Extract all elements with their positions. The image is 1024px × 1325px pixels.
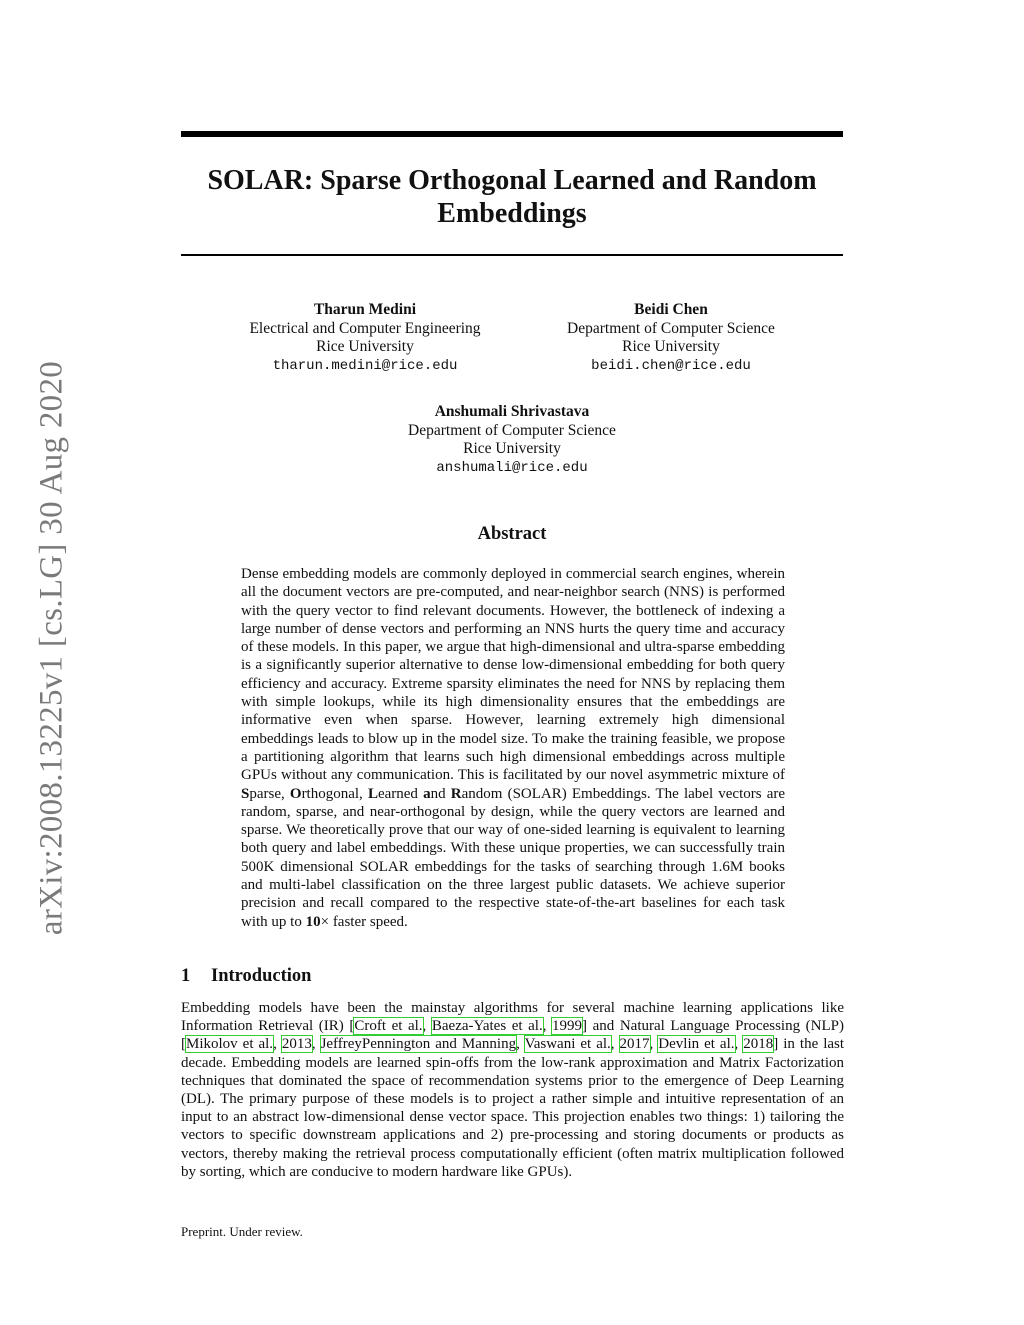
acronym-rest-r: andom [461, 785, 508, 802]
intro-text-3: ] in the last decade. Embedding models are learned spin-offs from the low-rank approximation and Matrix Factorization techniques that dominated the space of recommendation systems prior to the emergence of Deep Learning (DL). The primary purpose of these models is to project a rather simple and intuitive representation of an input to an abstract low-dimensional dense vector space. This projection enables two things: 1) tailoring the vectors to specific downstream applications and 2) pre-processing and storing documents or products as vectors, thereby making the retrieval process computationally efficient (often matrix multiplication followed by sorting, which are conducive to modern hardware like GPUs). [181, 1036, 845, 1180]
author-name: Beidi Chen [634, 301, 708, 318]
citation-link-2018[interactable]: 2018 [743, 1036, 774, 1053]
citation-link-1999[interactable]: 1999 [552, 1018, 583, 1035]
citation-separator: , [311, 1036, 321, 1053]
citation-link-pennington[interactable]: JeffreyPennington and Manning [320, 1036, 517, 1053]
author-block-medini [215, 301, 515, 375]
acronym-letter-s: S [241, 785, 250, 802]
author-email[interactable]: anshumali@rice.edu [436, 459, 588, 476]
abstract-text-end: faster speed. [329, 913, 408, 930]
author-block-shrivastava [362, 403, 662, 477]
title-rule-top [181, 131, 843, 137]
acronym-letter-r: R [450, 785, 462, 802]
author-department: Electrical and Computer Engineering [249, 319, 481, 337]
citation-separator: , [516, 1036, 525, 1053]
citation-link-vaswani[interactable]: Vaswani et al. [524, 1036, 611, 1053]
citation-link-devlin[interactable]: Devlin et al. [658, 1036, 735, 1053]
author-institution: Rice University [316, 338, 414, 355]
arxiv-sidebar-stamp: arXiv:2008.13225v1 [cs.LG] 30 Aug 2020 [33, 360, 70, 936]
acronym-rest-s: parse, [249, 785, 290, 802]
author-name: Tharun Medini [313, 301, 417, 318]
citation-link-2017[interactable]: 2017 [619, 1036, 650, 1053]
citation-link-baeza-yates[interactable]: Baeza-Yates et al. [431, 1018, 543, 1035]
citation-separator: , [734, 1036, 744, 1053]
author-email[interactable]: tharun.medini@rice.edu [272, 357, 458, 374]
section-number: 1 [181, 966, 191, 986]
citation-separator: , [273, 1036, 282, 1053]
author-institution: Rice University [622, 338, 720, 355]
citation-link-croft[interactable]: Croft et al. [354, 1018, 423, 1035]
preprint-footer-note: Preprint. Under review. [181, 1224, 303, 1239]
author-name: Anshumali Shrivastava [434, 403, 590, 420]
acronym-rest-a: nd [430, 785, 451, 802]
citation-link-mikolov[interactable]: Mikolov et al. [186, 1036, 274, 1053]
acronym-rest-o: rthogonal, [301, 785, 368, 802]
citation-link-2013[interactable]: 2013 [281, 1036, 312, 1053]
citation-separator: , [610, 1036, 620, 1053]
intro-text-2: ] and Natural Language Processing (NLP) [ [181, 1018, 845, 1053]
abstract-text-before: Dense embedding models are commonly deployed in commercial search engines, wherein all the document vectors are pre-computed, and near-neighbor search (NNS) is performed with the query vector to find relevant documents. However, the bottleneck of indexing a large number of dense vectors and performing an NNS hurts the query time and accuracy of these models. In this paper, we argue that high-dimensional and ultra-sparse embedding is a significantly superior alternative to dense low-dimensional embedding for both query efficiency and accuracy. Extreme sparsity eliminates the need for NNS by replacing them with simple lookups, while its high dimensionality ensures that the embeddings are informative even when sparse. However, learning extremely high dimensional embeddings leads to blow up in the model size. To make the training feasible, we propose a partitioning algorithm that learns such high dimensional embeddings across multiple GPUs without any communication. This is facilitated by our novel asymmetric mixture of [241, 566, 785, 784]
citation-separator: , [649, 1036, 659, 1053]
paper-title-line1: SOLAR: Sparse Orthogonal Learned and Random [207, 165, 817, 196]
acronym-letter-o: O [289, 785, 302, 802]
citation-separator: , [542, 1018, 553, 1035]
abstract-body [241, 565, 785, 931]
abstract-heading: Abstract [477, 524, 547, 544]
introduction-body [181, 999, 844, 1181]
acronym-letter-a: a [423, 785, 431, 802]
author-department: Department of Computer Science [567, 319, 775, 337]
citation-separator: , [422, 1018, 432, 1035]
section-title: Introduction [211, 966, 312, 986]
author-email[interactable]: beidi.chen@rice.edu [591, 357, 751, 374]
title-rule-bottom [181, 254, 843, 256]
acronym-rest-l: earned [377, 785, 424, 802]
paper-title [181, 164, 843, 230]
speedup-number: 10 [305, 913, 321, 930]
section-heading-introduction [181, 966, 311, 987]
paper-title-line2: Embeddings [437, 198, 587, 229]
author-block-chen [521, 301, 821, 375]
intro-text-1: Embedding models have been the mainstay algorithms for several machine learning applications like Information Retrieval (IR) [ [181, 1000, 844, 1035]
acronym-letter-l: L [367, 785, 378, 802]
abstract-text-after: (SOLAR) Embeddings. The label vectors are random, sparse, and near-orthogonal by design, while the query vectors are learned and sparse. We theoretically prove that our way of one-sided learning is equivalent to learning both query and label embeddings. With these unique properties, we can successfully train 500K dimensional SOLAR embeddings for the tasks of searching through 1.6M books and multi-label classification on the three largest public datasets. We achieve superior precision and recall compared to the respective state-of-the-art baselines for each task with up to [241, 785, 786, 930]
author-institution: Rice University [463, 440, 561, 457]
times-sign: × [320, 913, 330, 930]
author-department: Department of Computer Science [408, 421, 616, 439]
